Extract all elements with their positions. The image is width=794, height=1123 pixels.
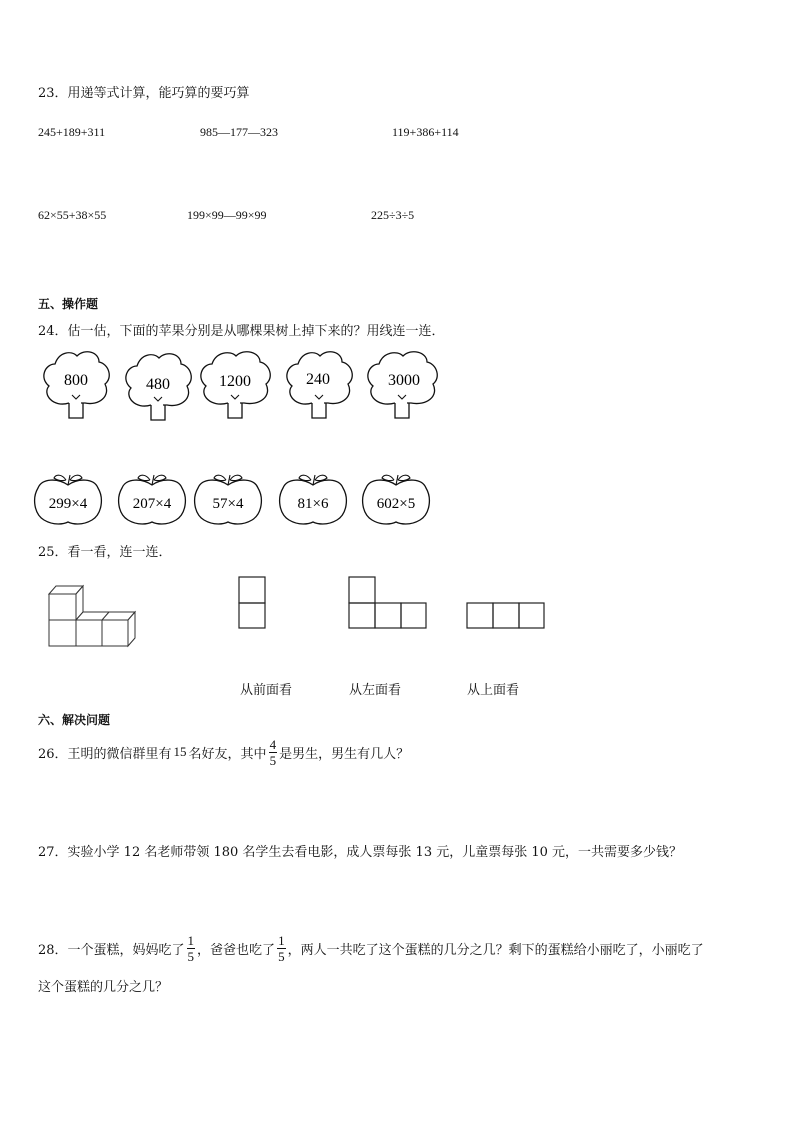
q25-title: 25．看一看，连一连． [38, 545, 172, 560]
q28-fraction-2 [277, 933, 286, 964]
tree-label: 1200 [219, 373, 251, 390]
q28-line1 [38, 928, 704, 968]
apple-4 [280, 475, 347, 524]
q23-expr-6: 225÷3÷5 [371, 208, 415, 222]
tree-1 [44, 352, 109, 418]
tree-label: 240 [306, 371, 330, 388]
fraction-numerator: 1 [187, 932, 195, 948]
apple-label: 57×4 [212, 496, 244, 512]
apple-5 [363, 475, 430, 524]
apple-3 [195, 475, 262, 524]
section-5-title: 五、操作题 [38, 297, 99, 311]
tree-2 [126, 354, 191, 420]
q23-expr-3: 119+386+114 [392, 125, 459, 139]
caption-front-view: 从前面看 [240, 683, 293, 698]
view-top-shape [464, 600, 548, 632]
tree-label: 3000 [388, 372, 420, 389]
fraction-numerator: 1 [278, 932, 285, 948]
fraction-numerator: 4 [269, 736, 277, 752]
q26-fraction [269, 737, 278, 768]
tree-label: 800 [64, 372, 88, 389]
tree-label: 480 [146, 376, 170, 393]
view-left-shape [346, 574, 430, 632]
q28-part2: ，爸爸也吃了 [197, 942, 276, 958]
section-6-title: 六、解决问题 [38, 713, 111, 727]
q26-middle: 名好友，其中 [188, 746, 267, 762]
q27-text: 27．实验小学 12 名老师带领 180 名学生去看电影，成人票每张 13 元，儿童票每张 10 元，一共需要多少钱？ [38, 845, 683, 860]
view-front-shape [236, 574, 270, 632]
tree-3 [201, 352, 270, 418]
q28-part3: ，两人一共吃了这个蛋糕的几分之几？剩下的蛋糕给小丽吃了，小丽吃了 [287, 942, 704, 958]
apple-label: 299×4 [48, 496, 88, 512]
apple-label: 602×5 [376, 496, 416, 512]
caption-top-view: 从上面看 [467, 683, 520, 698]
apple-label: 81×6 [297, 496, 329, 512]
q26-count: 15 [173, 744, 187, 759]
apple-1 [35, 475, 102, 524]
fraction-denominator: 5 [187, 948, 195, 964]
q23-expr-5: 199×99—99×99 [187, 208, 267, 222]
fraction-denominator: 5 [278, 948, 285, 964]
q28-fraction-1 [187, 933, 196, 964]
apple-label: 207×4 [132, 496, 172, 512]
q26-text [38, 732, 409, 772]
q26-before: 26．王明的微信群里有 [38, 746, 172, 762]
q23-expr-2: 985—177—323 [200, 125, 278, 139]
caption-left-view: 从左面看 [349, 683, 402, 698]
apple-2 [119, 475, 186, 524]
q24-title: 24．估一估，下面的苹果分别是从哪棵果树上掉下来的？用线连一连． [38, 324, 445, 339]
q26-after: 是男生，男生有几人？ [279, 746, 410, 762]
tree-4 [287, 352, 352, 418]
fraction-denominator: 5 [269, 752, 277, 768]
q23-expr-1: 245+189+311 [38, 125, 106, 139]
q23-title: 23．用递等式计算，能巧算的要巧算 [38, 86, 250, 101]
q28-line2: 这个蛋糕的几分之几？ [38, 980, 169, 995]
q23-expr-4: 62×55+38×55 [38, 208, 107, 222]
q28-part1: 28．一个蛋糕，妈妈吃了 [38, 942, 185, 958]
q25-cube-figure [40, 580, 150, 655]
tree-5 [368, 352, 437, 418]
q24-apples [0, 470, 794, 530]
q24-trees [0, 350, 794, 430]
